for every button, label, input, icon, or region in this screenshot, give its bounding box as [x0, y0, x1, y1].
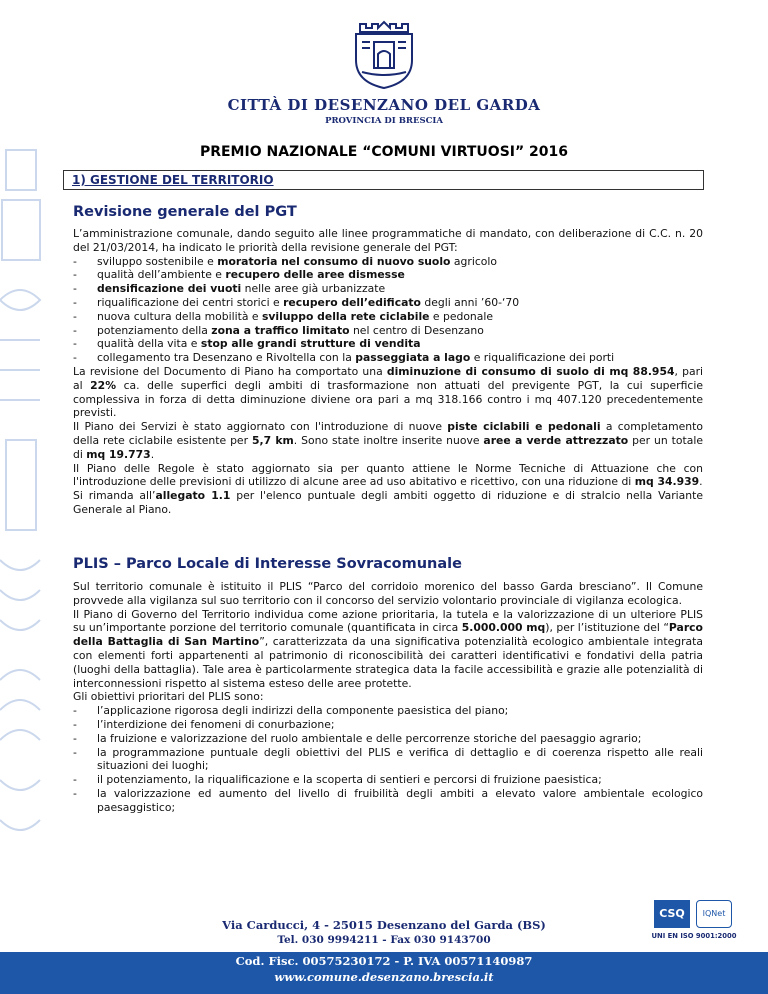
list-dash: -	[73, 295, 77, 309]
province-name: PROVINCIA DI BRESCIA	[325, 116, 443, 126]
list-dash: -	[73, 731, 77, 745]
pgt-priority-item: - nuova cultura della mobilità e sviluppo della rete ciclabile e pedonale	[73, 309, 494, 323]
plis-heading: PLIS – Parco Locale di Interesse Sovracomunale	[73, 556, 462, 572]
pgt-priority-item: - riqualificazione dei centri storici e recupero dell’edificato degli anni ’60-‘70	[73, 295, 520, 309]
pgt-paragraph-consumo: La revisione del Documento di Piano ha comportato una diminuzione di consumo di suolo di mq 88.954, pari al 22% ca. delle superfici degli ambiti di trasformazione non attuati del previgente PGT, la cui superficie complessiva in forza di detta diminuzione diviene ora pari a mq 318.166 contro i mq 407.120 precedentemente previsti.	[73, 364, 704, 420]
footer-phone: Tel. 030 9994211 - Fax 030 9143700	[277, 934, 491, 946]
pgt-priority-item: - sviluppo sostenibile e moratoria nel consumo di nuovo suolo agricolo	[73, 254, 497, 268]
quality-certification	[648, 900, 740, 946]
plis-paragraph-2: Il Piano di Governo del Territorio individua come azione prioritaria, la tutela e la valorizzazione di un ulteriore PLIS su un’importante porzione del territorio comunale (quantificata in circa 5.000.000 mq), per l’istituzione del “Parco della Battaglia di San Martino”, caratterizzata da una significativa potenzialità ecologico ambientale integrata con elementi forti appartenenti al patrimonio di riconoscibilità dei caratteri identificativi e fondativi della patria (luoghi della battaglia). Tale area è particolarmente strategica data la facile accessibilità e grazie alle potenzialità di interconnessioni rispetto al sistema esteso delle aree protette.	[73, 607, 703, 690]
list-dash: -	[73, 704, 77, 718]
pgt-paragraph-servizi: Il Piano dei Servizi è stato aggiornato con l'introduzione di nuove piste ciclabili e pedonali a completamento della rete ciclabile esistente per 5,7 km. Sono state inoltre inserite nuove aree a verde attrezzato per un totale di mq 19.773.	[73, 420, 703, 461]
plis-paragraph-1: Sul territorio comunale è istituito il PLIS “Parco del corridoio morenico del basso Garda bresciano”. Il Comune provvede alla vigilanza sul suo territorio con il concorso del servizio volontario provinciale di vigilanza ecologica.	[73, 580, 703, 607]
plis-objectives-intro: Gli obiettivi prioritari del PLIS sono:	[73, 690, 264, 704]
pgt-priority-item: - qualità dell’ambiente e recupero delle aree dismesse	[73, 268, 405, 282]
award-title: PREMIO NAZIONALE “COMUNI VIRTUOSI” 2016	[199, 144, 569, 160]
pgt-paragraph-allegato: Si rimanda all’allegato 1.1 per l'elenco puntuale degli ambiti oggetto di riduzione e di stralcio nella Variante Generale al Piano.	[73, 489, 704, 516]
city-name: CITTÀ DI DESENZANO DEL GARDA	[227, 96, 541, 114]
pgt-priority-item: - qualità della vita e stop alle grandi strutture di vendita	[73, 337, 421, 351]
pgt-intro: L’amministrazione comunale, dando seguito alle linee programmatiche di mandato, con deliberazione di C.C. n. 20 del 21/03/2014, ha indicato le priorità della revisione generale del PGT:	[73, 227, 703, 254]
csq-logo: CSQ	[654, 900, 690, 928]
iqnet-logo: IQNet	[696, 900, 732, 928]
list-dash: -	[73, 786, 77, 800]
list-dash: -	[73, 254, 77, 268]
pgt-body	[73, 227, 703, 517]
footer-website[interactable]: www.comune.desenzano.brescia.it	[274, 970, 494, 984]
list-dash: -	[73, 351, 77, 365]
pgt-priority-item: - collegamento tra Desenzano e Rivoltella con la passeggiata a lago e riqualificazione dei porti	[73, 351, 615, 365]
list-dash: -	[73, 323, 77, 337]
pgt-priority-item: - densificazione dei vuoti nelle aree già urbanizzate	[73, 282, 386, 296]
pgt-paragraph-regole: Il Piano delle Regole è stato aggiornato sia per quanto attiene le Norme Tecniche di Attuazione che con l'introduzione delle previsioni di utilizzo di alcune aree ad uso abitativo e ricettivo, con una riduzione di mq 34.939.	[73, 461, 703, 489]
plis-objective-item: - il potenziamento, la riqualificazione e la scoperta di sentieri e percorsi di fruizione paesistica;	[73, 773, 602, 787]
list-dash: -	[73, 268, 77, 282]
list-dash: -	[73, 745, 77, 759]
section-title-box	[63, 170, 704, 190]
list-dash: -	[73, 717, 77, 731]
list-dash: -	[73, 773, 77, 787]
plis-objective-item: - l’interdizione dei fenomeni di conurbazione;	[73, 717, 335, 731]
city-crest-logo	[344, 18, 424, 90]
list-dash: -	[73, 337, 77, 351]
plis-objective-item: - la fruizione e valorizzazione del ruolo ambientale e delle percorrenze storiche del paesaggio agrario;	[73, 731, 642, 745]
list-dash: -	[73, 282, 77, 296]
section-title: 1) GESTIONE DEL TERRITORIO	[72, 173, 274, 187]
plis-body	[73, 580, 703, 815]
plis-objective-item: - la programmazione puntuale degli obiettivi del PLIS e verifica di dettaglio e di coerenza rispetto alle reali situazioni dei luoghi;	[73, 745, 703, 773]
plis-objective-item: - l’applicazione rigorosa degli indirizzi della componente paesistica del piano;	[73, 704, 509, 718]
footer-fiscal: Cod. Fisc. 00575230172 - P. IVA 00571140987	[235, 954, 533, 968]
plis-objective-item: - la valorizzazione ed aumento del livello di fruibilità degli ambiti a elevato valore ambientale ecologico paesaggistico;	[73, 786, 703, 814]
pgt-priority-list	[73, 255, 703, 365]
pgt-heading: Revisione generale del PGT	[73, 204, 297, 220]
plis-objectives-list	[73, 704, 703, 814]
crest-watermark	[0, 140, 46, 860]
iso-standard-label: UNI EN ISO 9001:2000	[651, 932, 737, 940]
footer-address: Via Carducci, 4 - 25015 Desenzano del Garda (BS)	[222, 918, 546, 932]
footer-bar	[0, 952, 768, 994]
pgt-priority-item: - potenziamento della zona a traffico limitato nel centro di Desenzano	[73, 323, 484, 337]
list-dash: -	[73, 309, 77, 323]
